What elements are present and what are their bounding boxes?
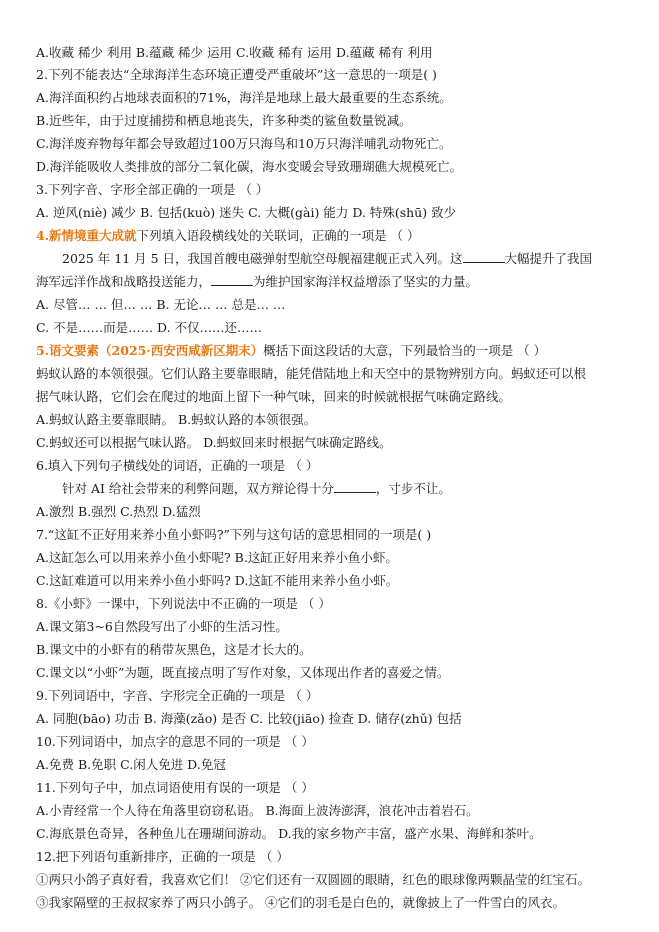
q12-sentences-12: ①两只小鸽子真好看，我喜欢它们！ ②它们还有一双圆圆的眼睛，红色的眼球像两颗晶莹的红宝石。 bbox=[36, 872, 590, 887]
q8-stem: 8.《小虾》一课中，下列说法中不正确的一项是 （ ） bbox=[36, 596, 331, 611]
q4-options-ab: A. 尽管… … 但… … B. 无论… … 总是… … bbox=[36, 297, 286, 312]
q4-options-cd: C. 不是……而是…… D. 不仅……还…… bbox=[36, 320, 263, 335]
q12-stem: 12.把下列语句重新排序，正确的一项是 （ ） bbox=[36, 849, 289, 864]
q10-options: A.免费 B.免职 C.闲人免进 D.免冠 bbox=[36, 757, 226, 772]
q8-option-b: B.课文中的小虾有的稍带灰黑色，这是才长大的。 bbox=[36, 642, 312, 657]
q6-sentence bbox=[62, 480, 645, 498]
q5-options-cd: C.蚂蚁还可以根据气味认路。 D.蚂蚁回来时根据气味确定路线。 bbox=[36, 435, 392, 450]
q2-option-a: A.海洋面积约占地球表面积的71%，海洋是地球上最大最重要的生态系统。 bbox=[36, 90, 452, 105]
q2-option-b: B.近些年，由于过度捕捞和栖息地丧失，许多种类的鲨鱼数量锐减。 bbox=[36, 113, 412, 128]
q4-passage-line2 bbox=[36, 273, 645, 291]
q4-stem bbox=[36, 227, 645, 245]
q7-options-ab: A.这缸怎么可以用来养小鱼小虾呢? B.这缸正好用来养小鱼小虾。 bbox=[36, 550, 398, 565]
q5-stem-text: 概括下面这段话的大意，下列最恰当的一项是 （ ） bbox=[263, 343, 547, 358]
q7-options-cd: C.这缸难道可以用来养小鱼小虾吗? D.这缸不能用来养小鱼小虾。 bbox=[36, 573, 399, 588]
q2-option-c: C.海洋废弃物每年都会导致超过100万只海鸟和10万只海洋哺乳动物死亡。 bbox=[36, 136, 452, 151]
q5-passage-line2: 据气味认路，它们会在爬过的地面上留下一种气味，回来的时候就根据气味确定路线。 bbox=[36, 389, 512, 404]
answer-blank[interactable] bbox=[334, 480, 376, 493]
q11-options-ab: A.小青经常一个人待在角落里窃窃私语。 B.海面上波涛澎湃，浪花冲击着岩石。 bbox=[36, 803, 479, 818]
q4-tag: 4.新情境重大成就 bbox=[36, 228, 137, 243]
answer-blank[interactable] bbox=[463, 250, 505, 263]
q6-options: A.激烈 B.强烈 C.热烈 D.猛烈 bbox=[36, 504, 201, 519]
q5-tag: 5.语文要素（2025·西安西咸新区期末） bbox=[36, 343, 264, 358]
q12-sentences-34: ③我家隔壁的王叔叔家养了两只小鸽子。 ④它们的羽毛是白色的，就像披上了一件雪白的风衣。 bbox=[36, 895, 565, 910]
q4-passage-text-d: 为维护国家海洋权益增添了坚实的力量。 bbox=[253, 274, 479, 289]
q4-passage-text-a: 2025 年 11 月 5 日，我国首艘电磁弹射型航空母舰福建舰正式入列。这 bbox=[62, 251, 463, 266]
q8-option-a: A.课文第3~6自然段写出了小虾的生活习性。 bbox=[36, 619, 288, 634]
q4-stem-text: 下列填入语段横线处的关联词，正确的一项是 （ ） bbox=[136, 228, 420, 243]
q11-stem: 11.下列句子中，加点词语使用有误的一项是 （ ） bbox=[36, 780, 314, 795]
q2-option-d: D.海洋能吸收人类排放的部分二氧化碳，海水变暖会导致珊瑚礁大规模死亡。 bbox=[36, 159, 463, 174]
answer-blank[interactable] bbox=[211, 273, 253, 286]
q10-stem: 10.下列词语中，加点字的意思不同的一项是 （ ） bbox=[36, 734, 314, 749]
q6-sentence-text-b: ，寸步不让。 bbox=[375, 481, 451, 496]
q5-stem bbox=[36, 342, 645, 360]
q9-stem: 9.下列词语中，字音、字形完全正确的一项是 （ ） bbox=[36, 688, 319, 703]
q5-options-ab: A.蚂蚁认路主要靠眼睛。 B.蚂蚁认路的本领很强。 bbox=[36, 412, 317, 427]
q3-stem: 3.下列字音、字形全部正确的一项是 （ ） bbox=[36, 182, 269, 197]
q5-passage-line1: 蚂蚁认路的本领很强。它们认路主要靠眼睛，能凭借陆地上和天空中的景物辨别方向。蚂蚁还可以根 bbox=[36, 366, 587, 381]
q11-options-cd: C.海底景色奇异，各种鱼儿在珊瑚间游动。 D.我的家乡物产丰富，盛产水果、海鲜和茶叶。 bbox=[36, 826, 542, 841]
q8-option-c: C.课文以“小虾”为题，既直接点明了写作对象，又体现出作者的喜爱之情。 bbox=[36, 665, 450, 680]
q4-passage-text-c: 海军远洋作战和战略投送能力， bbox=[36, 274, 212, 289]
q4-passage-line1 bbox=[62, 250, 645, 268]
q2-stem: 2.下列不能表达“全球海洋生态环境正遭受严重破坏”这一意思的一项是( ) bbox=[36, 67, 437, 82]
q6-sentence-text-a: 针对 AI 给社会带来的利弊问题，双方辩论得十分 bbox=[62, 481, 334, 496]
q7-stem: 7.“这缸不正好用来养小鱼小虾吗?”下列与这句话的意思相同的一项是( ) bbox=[36, 527, 432, 542]
q3-options: A. 逆风(niè) 减少 B. 包括(kuò) 迷失 C. 大概(gài) 能力 D. 特殊(shū) 致少 bbox=[36, 205, 457, 220]
q9-options: A. 同胞(bāo) 功击 B. 海藻(zǎo) 是否 C. 比较(jiāo) 捡查 D. 储存(zhǔ) 包括 bbox=[36, 711, 462, 726]
q4-passage-text-b: 大幅提升了我国 bbox=[504, 251, 593, 266]
q6-stem: 6.填入下列句子横线处的词语，正确的一项是 （ ） bbox=[36, 458, 319, 473]
q1-options: A.收藏 稀少 利用 B.蕴藏 稀少 运用 C.收藏 稀有 运用 D.蕴藏 稀有 利用 bbox=[36, 45, 433, 60]
